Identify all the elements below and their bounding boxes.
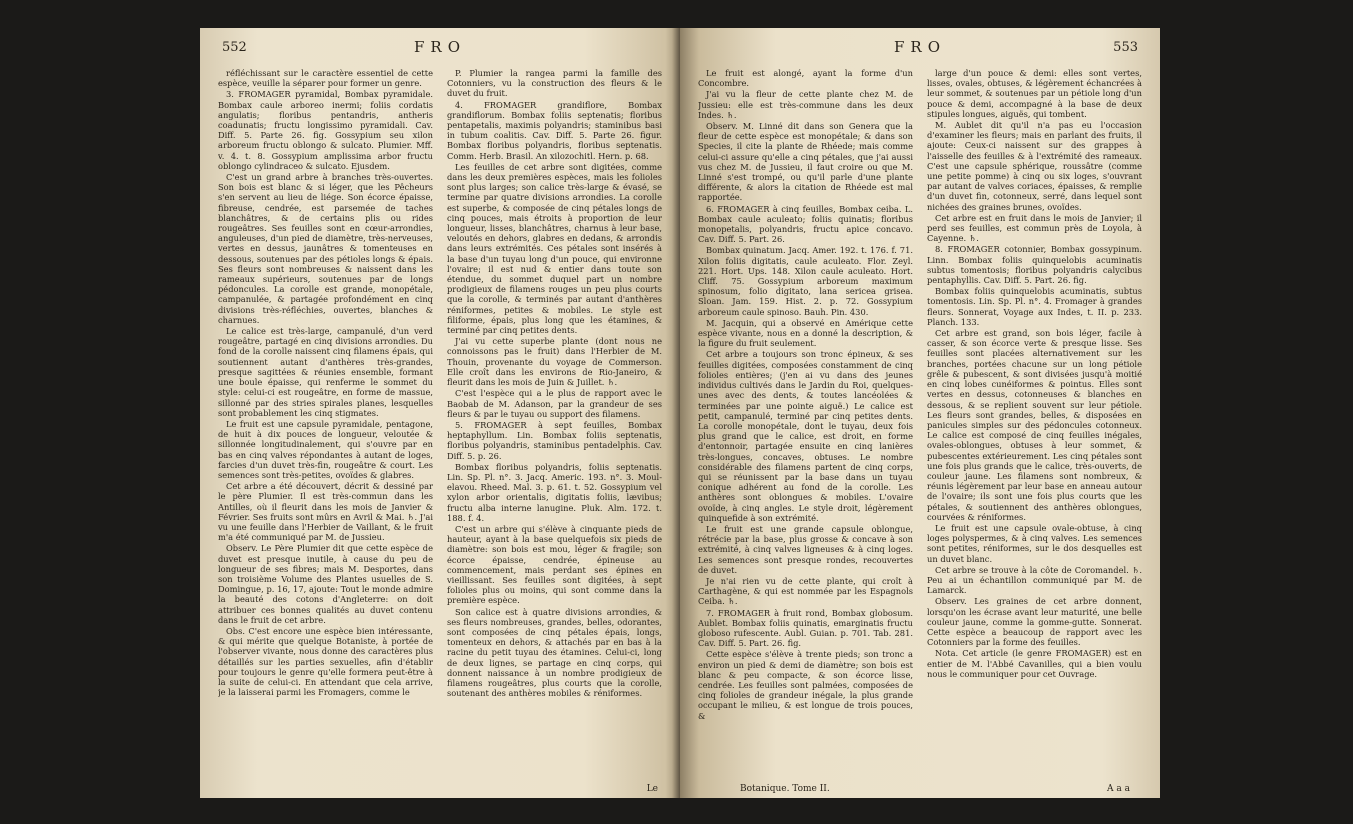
right-footer: Botanique. Tome II.: [740, 784, 830, 794]
paragraph: Cet arbre est en fruit dans le mois de Janvier; il perd ses feuilles, est commun près de Loyola, à Cayenne. ♄.: [927, 212, 1142, 244]
paragraph: Nota. Cet article (le genre FROMAGER) est en entier de M. l'Abbé Cavanilles, qui a bien voulu nous le communiquer pour cet Ouvrage.: [927, 648, 1142, 679]
paragraph: 4. FROMAGER grandiflore, Bombax grandiflorum. Bombax foliis septenatis; floribus pentapetalis, maximis polyandris; staminibus basi in tubum coalitis. Cav. Diff. 5. Parte 26. figur. Bombax floribus polyandris, floribus septenatis. Comm. Herb. Brasil. An xilozochitl. Hern. p. 68.: [447, 99, 662, 161]
paragraph: 3. FROMAGER pyramidal, Bombax pyramidale. Bombax caule arboreo inermi; foliis cordatis angulatis; floribus pentandris, antheris coadunatis; fructu longissimo pyramidali. Cav. Diff. 5. Parte 26. fig. Gossypium seu xilon arboreum fructu oblongo & sulcato. Plumier. Mff. v. 4. t. 8. Gossypium amplissima arbor fructu oblongo cylindraceo & sulcato. Ejusdem.: [218, 89, 433, 171]
right-column-1: [698, 68, 913, 784]
right-column-2: [927, 68, 1142, 784]
left-column-1: [218, 68, 433, 784]
paragraph: Son calice est à quatre divisions arrondies, & ses fleurs nombreuses, grandes, belles, odorantes, sont composées de cinq pétales épais, longs, tomenteux en dehors, & attachés par en bas à la racine du petit tuyau des étamines. Celui-ci, long de deux lignes, se partage en cinq corps, qui donnent naissance à un nombre prodigieux de filamens rougeâtres, plus courts que la corolle, soutenant des anthères mobiles & réniformes.: [447, 606, 662, 699]
paragraph: Cet arbre a été découvert, décrit & dessiné par le père Plumier. Il est très-commun dans les Antilles, où il fleurit dans les mois de Janvier & Février. Ses fruits sont mûrs en Avril & Mai. ♄. J'ai vu une feuille dans l'Herbier de Vaillant, & le fruit m'a été communiqué par M. de Jussieu.: [218, 481, 433, 543]
paragraph: C'est un arbre qui s'élève à cinquante pieds de hauteur, ayant à la base quelquefois six pieds de diamètre: son bois est mou, léger & fragile; son écorce épaisse, cendrée, épineuse au commencement, mais perdant ses épines en vieillissant. Ses feuilles sont digitées, à sept folioles plus ou moins, qui sont comme dans la première espèce.: [447, 523, 662, 606]
left-column-2: [447, 68, 662, 784]
left-catchword: Le: [646, 784, 658, 794]
open-book: [200, 28, 1160, 798]
paragraph: Le fruit est alongé, ayant la forme d'un Concombre.: [698, 68, 913, 89]
right-header-title: FRO: [894, 38, 946, 56]
paragraph: Cet arbre se trouve à la côte de Coromandel. ♄. Peu ai un échantillon communiqué par M. de Lamarck.: [927, 564, 1142, 596]
paragraph: Cet arbre a toujours son tronc épineux, & ses feuilles digitées, composées constamment de cinq folioles entières; (j'en ai vu dans des jeunes individus cultivés dans le Jardin du Roi, quelques-unes avec des dents, & toutes lancéolées & terminées par une pointe aiguë.) Le calice est petit, campanulé, terminé par cinq petites dents. La corolle monopétale, dont le tuyau, deux fois plus grand que le calice, est droit, en forme d'entonnoir, partagée ensuite en cinq lanières très-longues, concaves, obtuses. Le nombre considérable des filamens partent de cinq corps, qui se réunissent par la base dans un tuyau conique adhérent au fond de la corolle. Les anthères sont oblongues & mobiles. L'ovaire ovoïde, à cinq angles. Le style droit, légèrement quinquefide à son extrémité.: [698, 349, 913, 523]
left-page-number: 552: [222, 40, 247, 55]
left-page: [200, 28, 680, 798]
paragraph: Le fruit est une capsule pyramidale, pentagone, de huit à dix pouces de longueur, veloutée & sillonnée longitudinalement, qui s'ouvre par en bas en cinq valves répondantes à autant de loges, farcies d'un duvet très-fin, rougeâtre & court. Les semences sont très-petites, ovoïdes & glabres.: [218, 418, 433, 480]
paragraph: C'est un grand arbre à branches très-ouvertes. Son bois est blanc & si léger, que les Pêcheurs s'en servent au lieu de liége. Son écorce épaisse, fibreuse, cendrée, est parsemée de taches blanchâtres, & de certains plis ou rides rougeâtres. Ses feuilles sont en cœur-arrondies, anguleuses, d'un pied de diamètre, très-nerveuses, vertes en dessus, jaunâtres & tomenteuses en dessous, soutenues par des pétioles longs & épais. Ses fleurs sont nombreuses & naissent dans les rameaux supérieurs, soutenues par de longs pédoncules. La corolle est grande, monopétale, campanulée, & partagée profondément en cinq divisions très-réfléchies, ouvertes, blanches & charnues.: [218, 172, 433, 325]
paragraph: Observ. Le Père Plumier dit que cette espèce de duvet est presque inutile, à cause du peu de longueur de ses fibres; mais M. Desportes, dans son troisième Volume des Plantes usuelles de S. Domingue, p. 16, 17, ajoute: Tout le monde admire la beauté des cotons d'Angleterre: on doit attribuer ces bonnes qualités au duvet contenu dans le fruit de cet arbre.: [218, 543, 433, 625]
right-page-number: 553: [1113, 40, 1138, 55]
paragraph: Observ. M. Linné dit dans son Genera que la fleur de cette espèce est monopétale; & dans son Species, il cite la plante de Rhéede; mais comme celui-ci assure qu'elle a cinq pétales, que j'ai aussi vus chez M. de Jussieu, il faut croire ou que M. Linné s'est trompé, ou qu'il parle d'une plante différente, & alors la citation de Rhéede est mal rapportée.: [698, 121, 913, 203]
paragraph: large d'un pouce & demi: elles sont vertes, lisses, ovales, obtuses, & légèrement échancrées à leur sommet, & soutenues par un pétiole long d'un pouce & demi, accompagné à la base de deux stipules longues, aiguës, qui tombent.: [927, 68, 1142, 119]
paragraph: P. Plumier la rangea parmi la famille des Cotonniers, vu la construction des fleurs & le duvet du fruit.: [447, 68, 662, 99]
paragraph: C'est l'espèce qui a le plus de rapport avec le Baobab de M. Adanson, par la grandeur de ses fleurs & par le tuyau ou support des filamens.: [447, 388, 662, 419]
paragraph: 7. FROMAGER à fruit rond, Bombax globosum. Aublet. Bombax foliis quinatis, emarginatis fructu globoso rufescente. Aubl. Guian. p. 701. Tab. 281. Cav. Diff. 5. Part. 26. fig.: [698, 607, 913, 649]
paragraph: Bombax foliis quinquelobis acuminatis, subtus tomentosis. Lin. Sp. Pl. n°. 4. Fromager à grandes fleurs. Sonnerat, Voyage aux Indes, t. II. p. 233. Planch. 133.: [927, 286, 1142, 327]
paragraph: J'ai vu cette superbe plante (dont nous ne connoissons pas le fruit) dans l'Herbier de M. Thouin, provenante du voyage de Commerson. Elle croît dans les environs de Rio-Janeiro, & fleurit dans les mois de Juin & Juillet. ♄.: [447, 336, 662, 388]
left-running-head: [200, 38, 680, 62]
paragraph: Les feuilles de cet arbre sont digitées, comme dans les deux premières espèces, mais les folioles sont plus larges; son calice très-large & évasé, se termine par quatre divisions arrondies. La corolle est superbe, & composée de cinq pétales longs de cinq pouces, mais étroits à proportion de leur longueur, lisses, blanchâtres, charnus à leur base, veloutés en dehors, glabres en dedans, & arrondis dans leurs extrémités. Ces pétales sont insérés à la base d'un tuyau long d'un pouce, qui environne l'ovaire; il est nud & entier dans toute son étendue, du sommet duquel part un nombre prodigieux de filamens rouges un peu plus courts que la corolle, & terminés par autant d'anthères réniformes, petites & mobiles. Le style est filiforme, épais, plus long que les étamines, & terminé par cinq petites dents.: [447, 161, 662, 336]
paragraph: Le fruit est une grande capsule oblongue, rétrécie par la base, plus grosse & concave à son extrémité, à cinq valves ligneuses & à cinq loges. Les semences sont presque rondes, recouvertes de duvet.: [698, 523, 913, 575]
paragraph: 8. FROMAGER cotonnier, Bombax gossypinum. Linn. Bombax foliis quinquelobis acuminatis subtus tomentosis; floribus polyandris calycibus pentaphyllis. Cav. Diff. 5. Part. 26. fig.: [927, 244, 1142, 286]
paragraph: 5. FROMAGER à sept feuilles, Bombax heptaphyllum. Lin. Bombax foliis septenatis, floribus polyandris, staminibus pentadelphis. Cav. Diff. 5. p. 26.: [447, 419, 662, 461]
paragraph: Bombax floribus polyandris, foliis septenatis. Lin. Sp. Pl. n°. 3. Jacq. Americ. 193. n°. 3. Moul-elavou. Rheed. Mal. 3. p. 61. t. 52. Gossypium vel xylon arbor orientalis, digitatis foliis, lævibus; fructu alba interne lanugine. Pluk. Alm. 172. t. 188. f. 4.: [447, 461, 662, 523]
right-running-head: [680, 38, 1160, 62]
paragraph: Le fruit est une capsule ovale-obtuse, à cinq loges polyspermes, & à cinq valves. Les semences sont petites, réniformes, sur le dos desquelles est un duvet blanc.: [927, 522, 1142, 564]
paragraph: M. Jacquin, qui a observé en Amérique cette espèce vivante, nous en a donné la description, & la figure du fruit seulement.: [698, 317, 913, 349]
paragraph: réfléchissant sur le caractère essentiel de cette espèce, veuille la séparer pour former un genre.: [218, 68, 433, 89]
paragraph: Obs. C'est encore une espèce bien intéressante, & qui mérite que quelque Botaniste, à portée de l'observer vivante, nous donne des caractères plus détaillés sur les parties sexuelles, afin d'établir pour toujours le genre qu'elle formera peut-être à la suite de celui-ci. En attendant que cela arrive, je la laisserai parmi les Fromagers, comme le: [218, 625, 433, 698]
paragraph: Bombax quinatum. Jacq. Amer. 192. t. 176. f. 71. Xilon foliis digitatis, caule aculeato. Flor. Zeyl. 221. Hort. Ups. 148. Xilon caule aculeato. Hort. Cliff. 75. Gossypium arboreum maximum spinosum, folio digitato, lana sericea grisea. Sloan. Jam. 159. Hist. 2. p. 72. Gossypium arboreum caule spinoso. Bauh. Pin. 430.: [698, 245, 913, 317]
paragraph: Cet arbre est grand, son bois léger, facile à casser, & son écorce verte & presque lisse. Ses feuilles sont placées alternativement sur les branches, portées chacune sur un long pétiole grêle & pubescent, & sont divisées jusqu'à moitié en cinq lobes cunéiformes & pointus. Elles sont vertes en dessus, cotonneuses & blanches en dessous, & se replient souvent sur leur pétiole. Les fleurs sont grandes, belles, & disposées en panicules simples sur des pédoncules cotonneux. Le calice est composé de cinq feuilles inégales, ovales-oblongues, obtuses à leur sommet, & pubescentes extérieurement. Les cinq pétales sont une fois plus grands que le calice, très-ouverts, de couleur jaune. Les filamens sont nombreux, & réunis légèrement par leur base en anneau autour de l'ovaire; ils sont une fois plus courts que les pétales, & soutiennent des anthères oblongues, courvées & réniformes.: [927, 328, 1142, 522]
left-header-title: FRO: [414, 38, 466, 56]
right-page: [680, 28, 1160, 798]
paragraph: Je n'ai rien vu de cette plante, qui croît à Carthagène, & qui est nommée par les Espagnols Ceiba. ♄.: [698, 575, 913, 607]
right-signature: A a a: [1107, 784, 1130, 794]
paragraph: Cette espèce s'élève à trente pieds; son tronc a environ un pied & demi de diamètre; son bois est blanc & peu compacte, & son écorce lisse, cendrée. Les feuilles sont palmées, composées de cinq folioles de grandeur inégale, la plus grande occupant le milieu, & est longue de trois pouces, &: [698, 649, 913, 721]
paragraph: Le calice est très-large, campanulé, d'un verd rougeâtre, partagé en cinq divisions arrondies. Du fond de la corolle naissent cinq filamens épais, qui soutiennent autant d'anthères très-grandes, presque sagittées & réunies ensemble, formant une boule épaisse, qui renferme le sommet du style: celui-ci est rougeâtre, en forme de massue, sillonné par des stries spirales planes, lesquelles sont probablement les cinq stigmates.: [218, 326, 433, 418]
paragraph: M. Aublet dit qu'il n'a pas eu l'occasion d'examiner les fleurs; mais en parlant des fruits, il ajoute: Ceux-ci naissent sur des grappes à l'aisselle des feuilles & à l'extrémité des rameaux. C'est une capsule sphérique, roussâtre (comme une petite pomme) à cinq ou six loges, s'ouvrant par autant de valves coriaces, épaisses, & remplie d'un duvet fin, cotonneux, serré, dans lequel sont nichées des graines brunes, ovoïdes.: [927, 120, 1142, 212]
paragraph: Observ. Les graines de cet arbre donnent, lorsqu'on les écrase avant leur maturité, une belle couleur jaune, comme la gomme-gutte. Sonnerat. Cette espèce a beaucoup de rapport avec les Cotonniers par la forme des feuilles.: [927, 596, 1142, 648]
paragraph: J'ai vu la fleur de cette plante chez M. de Jussieu: elle est très-commune dans les deux Indes. ♄.: [698, 89, 913, 120]
paragraph: 6. FROMAGER à cinq feuilles, Bombax ceiba. L. Bombax caule aculeato; foliis quinatis; floribus monopetalis, polyandris, fructu apice concavo. Cav. Diff. 5. Part. 26.: [698, 203, 913, 245]
